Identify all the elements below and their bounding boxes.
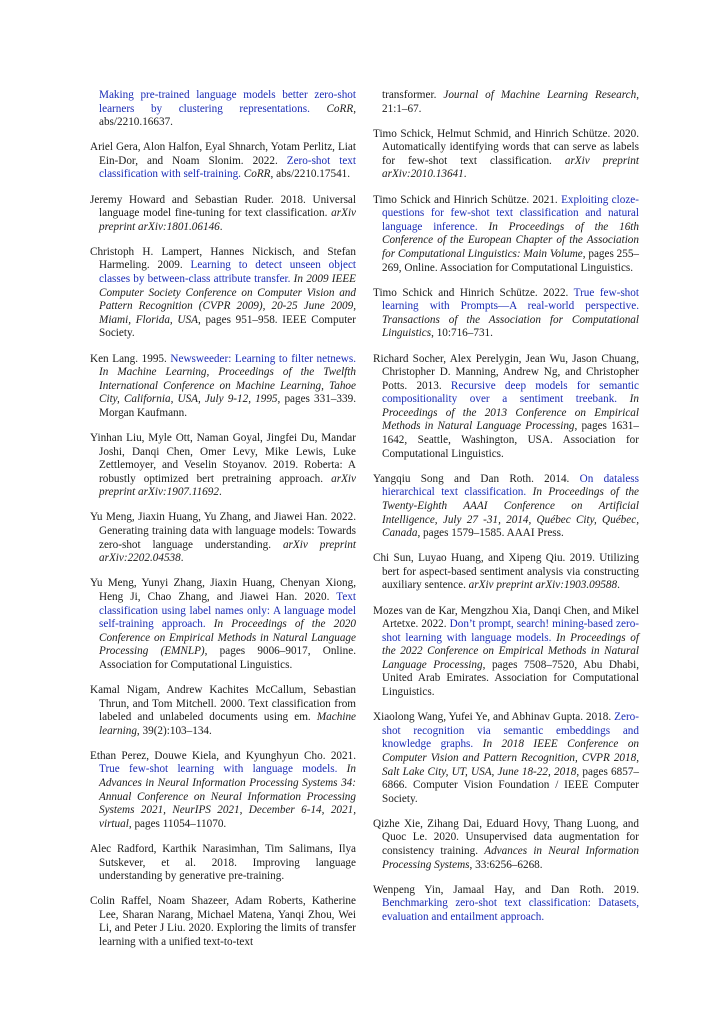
ref-venue: In Advances in Neural Information Processing Systems 34: Annual Conference on Neural Information Processing Systems 2021, NeurIPS 2021, December 6-14, 2021, virtual [99,763,356,830]
ref-title-link[interactable]: Don’t prompt, search! mining-based zero-shot learning with language models. [382,618,640,644]
ref-venue: In Proceedings of the 16th Conference of the European Chapter of the Association for Computational Linguistics: Main Volume [382,220,639,260]
ref-venue: Machine learning [99,711,356,737]
ref-authors: Timo Schick and Hinrich Schütze. 2022. [373,286,569,299]
ref-details: , 33:6256–6268. [469,858,543,871]
ref-title-link[interactable]: Newsweeder: Learning to filter netnews. [170,352,356,365]
reference-entry [373,128,639,182]
ref-authors: Yinhan Liu, Myle Ott, Naman Goyal, Jingfei Du, Mandar Joshi, Danqi Chen, Omer Levy, Mike Lewis, Luke Zettlemoyer, and Veselin Stoyanov. 2019. Roberta: A robustly optimized bert pretraining approach. [90,431,356,485]
ref-authors: transformer. [382,89,437,101]
ref-details: , abs/2210.16637. [99,102,356,129]
ref-details: , pages 255–269, Online. Association for Computational Linguistics. [382,247,640,274]
ref-venue: Transactions of the Association for Computational Linguistics [382,313,639,340]
ref-authors: Timo Schick and Hinrich Schütze. 2021. [373,193,558,206]
reference-entry [90,750,356,832]
reference-entry [373,711,639,806]
ref-details: . [617,579,620,592]
ref-details: , pages 7508–7520, Abu Dhabi, United Arab Emirates. Association for Computational Linguistics. [382,658,639,699]
reference-entry [373,89,639,116]
ref-details: , pages 331–339. Morgan Kaufmann. [99,393,356,419]
ref-venue: arXiv preprint arXiv:2202.04538 [99,538,356,565]
ref-authors: Ethan Perez, Douwe Kiela, and Kyunghyun Cho. 2021. [90,749,356,762]
reference-entry [90,511,356,565]
ref-venue: Journal of Machine Learning Research [443,89,637,101]
ref-venue: In 2009 IEEE Computer Society Conference on Computer Vision and Pattern Recognition (CVPR 2009), 20-25 June 2009, Miami, Florida, USA [99,273,357,326]
ref-details: , 10:716–731. [431,327,493,340]
ref-authors: Richard Socher, Alex Perelygin, Jean Wu, Jason Chuang, Christopher D. Manning, Andrew Ng, and Christopher Potts. 2013. [373,352,639,392]
ref-details: , pages 951–958. IEEE Computer Society. [99,313,356,340]
ref-details: , abs/2210.17541. [270,168,351,181]
reference-entry [90,89,356,130]
ref-title-link[interactable]: Recursive deep models for semantic compositionality over a sentiment treebank. [382,379,640,406]
ref-details: , 39(2):103–134. [136,724,212,737]
reference-entry [373,605,639,700]
ref-authors: Kamal Nigam, Andrew Kachites McCallum, Sebastian Thrun, and Tom Mitchell. 2000. Text classification from labeled and unlabeled documents using em. [90,683,356,724]
ref-venue: In 2018 IEEE Conference on Computer Vision and Pattern Recognition, CVPR 2018, Salt Lake City, UT, USA, June 18-22, 2018 [382,738,640,778]
ref-authors: Yangqiu Song and Dan Roth. 2014. [373,472,570,485]
ref-details: . [180,552,184,565]
ref-authors: Timo Schick, Helmut Schmid, and Hinrich Schütze. 2020. Automatically identifying words that can serve as labels for few-shot text classification. [373,127,639,167]
reference-entry [90,141,356,182]
ref-title-link[interactable]: Zero-shot text classification with self-training. [99,154,356,181]
ref-title-link[interactable]: Zero-shot recognition via semantic embeddings and knowledge graphs. [382,711,639,751]
ref-details: . [218,486,222,499]
reference-entry [90,194,356,235]
reference-entry [90,895,356,949]
ref-venue: arXiv preprint arXiv:1801.06146 [99,207,357,233]
ref-authors: Yu Meng, Jiaxin Huang, Yu Zhang, and Jiawei Han. 2022. Generating training data with language models: Towards zero-shot language understanding. [90,511,356,551]
ref-title-link[interactable]: Making pre-trained language models better zero-shot learners by clustering representations. [99,89,356,115]
reference-entry [373,818,639,872]
reference-entry [90,577,356,672]
ref-title-link[interactable]: Learning to detect unseen object classes by between-class attribute transfer. [99,259,357,286]
ref-venue: Advances in Neural Information Processing Systems [382,845,639,871]
ref-authors: Ariel Gera, Alon Halfon, Eyal Shnarch, Yotam Perlitz, Liat Ein-Dor, and Noam Slonim. 2022. [90,141,356,167]
ref-authors: Yu Meng, Yunyi Zhang, Jiaxin Huang, Chenyan Xiong, Heng Ji, Chao Zhang, and Jiawei Han. 2020. [90,577,356,603]
ref-venue: CoRR [326,102,354,115]
ref-title-link[interactable]: True few-shot learning with Prompts—A real-world perspective. [382,286,639,313]
ref-authors: Mozes van de Kar, Mengzhou Xia, Danqi Chen, and Mikel Artetxe. 2022. [373,604,639,631]
reference-entry [373,884,639,925]
ref-authors: Xiaolong Wang, Yufei Ye, and Abhinav Gupta. 2018. [373,711,612,724]
ref-details: , pages 9006–9017, Online. Association for Computational Linguistics. [99,645,357,671]
ref-details: . [463,168,467,181]
ref-title-link[interactable]: Exploiting cloze-questions for few-shot text classification and natural language inference. [382,193,639,233]
ref-title-link[interactable]: True few-shot learning with language models. [99,763,338,776]
ref-details: , pages 1631–1642, Seattle, Washington, USA. Association for Computational Linguistics. [382,420,639,460]
ref-authors: Wenpeng Yin, Jamaal Hay, and Dan Roth. 2019. [373,883,639,896]
ref-venue: arXiv preprint arXiv:1903.09588 [468,579,618,592]
ref-authors: Chi Sun, Luyao Huang, and Xipeng Qiu. 2019. Utilizing bert for aspect-based sentiment analysis via constructing auxiliary sentence. [373,552,639,592]
ref-details: , pages 1579–1585. AAAI Press. [417,527,564,540]
ref-venue: In Proceedings of the Twenty-Eighth AAAI Conference on Artificial Intelligence, July 27 -31, 2014, Québec City, Québec, Canada [382,486,640,540]
references-left-column [90,89,356,961]
reference-entry [90,684,356,738]
ref-authors: Qizhe Xie, Zihang Dai, Eduard Hovy, Thang Luong, and Quoc Le. 2020. Unsupervised data augmentation for consistency training. [373,817,639,857]
ref-authors: Jeremy Howard and Sebastian Ruder. 2018. Universal language model fine-tuning for text classification. [90,193,356,220]
ref-details: . [219,220,223,233]
reference-entry [90,432,356,500]
ref-authors: Alec Radford, Karthik Narasimhan, Tim Salimans, Ilya Sutskever, et al. 2018. Improving language understanding by generative pre-training. [90,842,356,883]
ref-venue: arXiv preprint arXiv:2010.13641 [382,154,639,181]
reference-entry [373,473,639,541]
ref-authors: Ken Lang. 1995. [90,352,167,365]
ref-authors: Colin Raffel, Noam Shazeer, Adam Roberts, Katherine Lee, Sharan Narang, Michael Matena, Yanqi Zhou, Wei Li, and Peter J Liu. 2020. Exploring the limits of transfer learning with a unified text-to-text [90,895,356,948]
reference-entry [373,287,639,341]
ref-venue: CoRR [243,168,271,181]
ref-details: , pages 11054–11070. [128,817,227,830]
ref-venue: In Proceedings of the 2022 Conference on Empirical Methods in Natural Language Processing [382,631,640,671]
ref-title-link[interactable]: On dataless hierarchical text classification. [382,472,639,499]
ref-venue: arXiv preprint arXiv:1907.11692 [99,472,356,499]
ref-authors: Christoph H. Lampert, Hannes Nickisch, and Stefan Harmeling. 2009. [90,245,356,272]
reference-entry [90,843,356,884]
ref-venue: In Machine Learning, Proceedings of the Twelfth International Conference on Machine Learning, Tahoe City, California, USA, July 9-12, 1995 [99,366,356,406]
ref-details: , pages 6857–6866. Computer Vision Foundation / IEEE Computer Society. [382,765,640,805]
references-right-column [373,89,639,936]
reference-entry [373,353,639,462]
ref-details: , 21:1–67. [382,89,640,115]
reference-entry [90,246,356,341]
reference-entry [373,194,639,276]
ref-venue: In Proceedings of the 2020 Conference on Empirical Methods in Natural Language Processing (EMNLP) [99,618,356,658]
ref-venue: In Proceedings of the 2013 Conference on Empirical Methods in Natural Language Processing [382,393,639,433]
ref-title-link[interactable]: Benchmarking zero-shot text classification: Datasets, evaluation and entailment approach. [382,897,639,923]
ref-title-link[interactable]: Text classification using label names only: A language model self-training approach. [99,590,356,631]
reference-entry [90,353,356,421]
reference-entry [373,552,639,593]
